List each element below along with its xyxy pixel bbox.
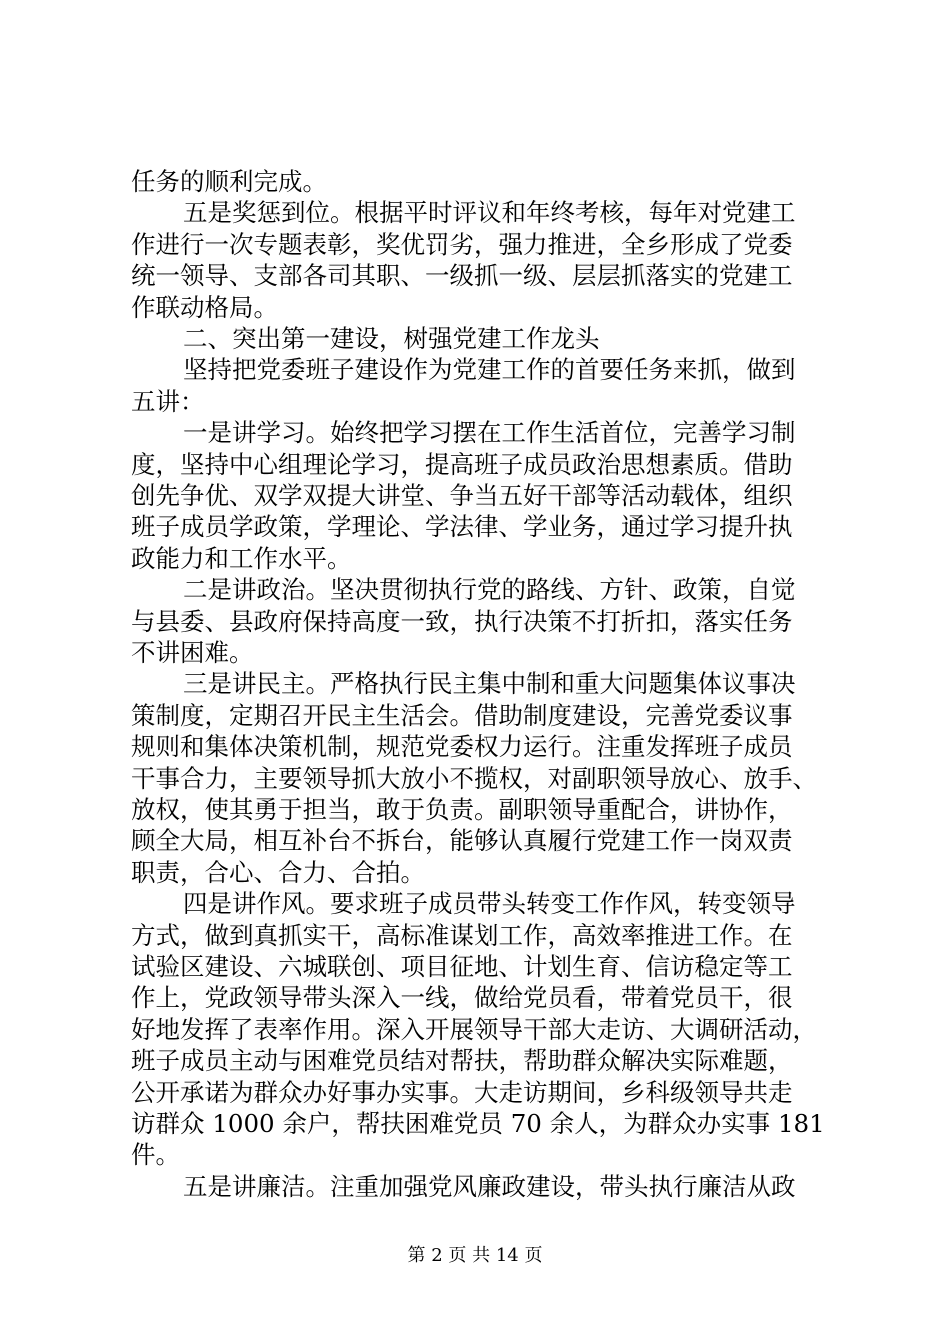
text-line: 试验区建设、六城联创、项目征地、计划生育、信访稳定等工 [131, 952, 793, 981]
text-line: 与县委、县政府保持高度一致，执行决策不打折扣，落实任务 [131, 606, 793, 636]
text-line: 访群众 1000 余户，帮扶困难党员 70 余人，为群众办实事 181 [131, 1109, 825, 1138]
text-line: 四是讲作风。要求班子成员带头转变工作作风，转变领导 [183, 889, 796, 919]
text-line: 干事合力，主要领导抓大放小不揽权，对副职领导放心、放手、 [131, 763, 817, 793]
text-line: 件。 [131, 1140, 180, 1170]
text-line: 政能力和工作水平。 [131, 543, 352, 573]
text-line: 五是奖惩到位。根据平时评议和年终考核，每年对党建工 [183, 198, 796, 228]
text-line: 作联动格局。 [131, 292, 278, 322]
text-line: 职责，合心、合力、合拍。 [131, 857, 425, 887]
text-line: 策制度，定期召开民主生活会。借助制度建设，完善党委议事 [131, 700, 793, 730]
text-line: 一是讲学习。始终把学习摆在工作生活首位，完善学习制 [183, 418, 796, 448]
text-line: 不讲困难。 [131, 638, 254, 667]
text-line: 五是讲廉洁。注重加强党风廉政建设，带头执行廉洁从政 [183, 1171, 796, 1201]
text-line: 三是讲民主。严格执行民主集中制和重大问题集体议事决 [183, 669, 796, 699]
text-line: 五讲： [131, 386, 205, 416]
text-line: 统一领导、支部各司其职、一级抓一级、层层抓落实的党建工 [131, 261, 793, 291]
text-line: 放权，使其勇于担当，敢于负责。副职领导重配合，讲协作， [131, 795, 793, 824]
text-line: 创先争优、双学双提大讲堂、争当五好干部等活动载体，组织 [131, 481, 793, 510]
text-line: 班子成员学政策，学理论、学法律、学业务，通过学习提升执 [131, 512, 793, 542]
text-line: 公开承诺为群众办好事办实事。大走访期间，乡科级领导共走 [131, 1077, 793, 1107]
text-line: 作进行一次专题表彰，奖优罚劣，强力推进，全乡形成了党委 [131, 229, 793, 259]
text-line: 班子成员主动与困难党员结对帮扶，帮助群众解决实际难题， [131, 1046, 793, 1076]
section-heading: 二、突出第一建设，树强党建工作龙头 [183, 324, 600, 353]
text-line: 作上，党政领导带头深入一线，做给党员看，带着党员干，很 [131, 983, 793, 1013]
text-line: 方式，做到真抓实干，高标准谋划工作，高效率推进工作。在 [131, 920, 793, 950]
text-line: 规则和集体决策机制，规范党委权力运行。注重发挥班子成员 [131, 732, 793, 762]
text-line: 二是讲政治。坚决贯彻执行党的路线、方针、政策，自觉 [183, 575, 796, 605]
page-number-footer: 第 2 页 共 14 页 [407, 1245, 543, 1266]
text-line: 度，坚持中心组理论学习，提高班子成员政治思想素质。借助 [131, 449, 793, 479]
text-line: 好地发挥了表率作用。深入开展领导干部大走访、大调研活动， [131, 1014, 817, 1044]
text-line: 坚持把党委班子建设作为党建工作的首要任务来抓，做到 [183, 355, 796, 385]
text-line: 顾全大局，相互补台不拆台，能够认真履行党建工作一岗双责 [131, 826, 793, 856]
text-line: 任务的顺利完成。 [131, 167, 327, 196]
